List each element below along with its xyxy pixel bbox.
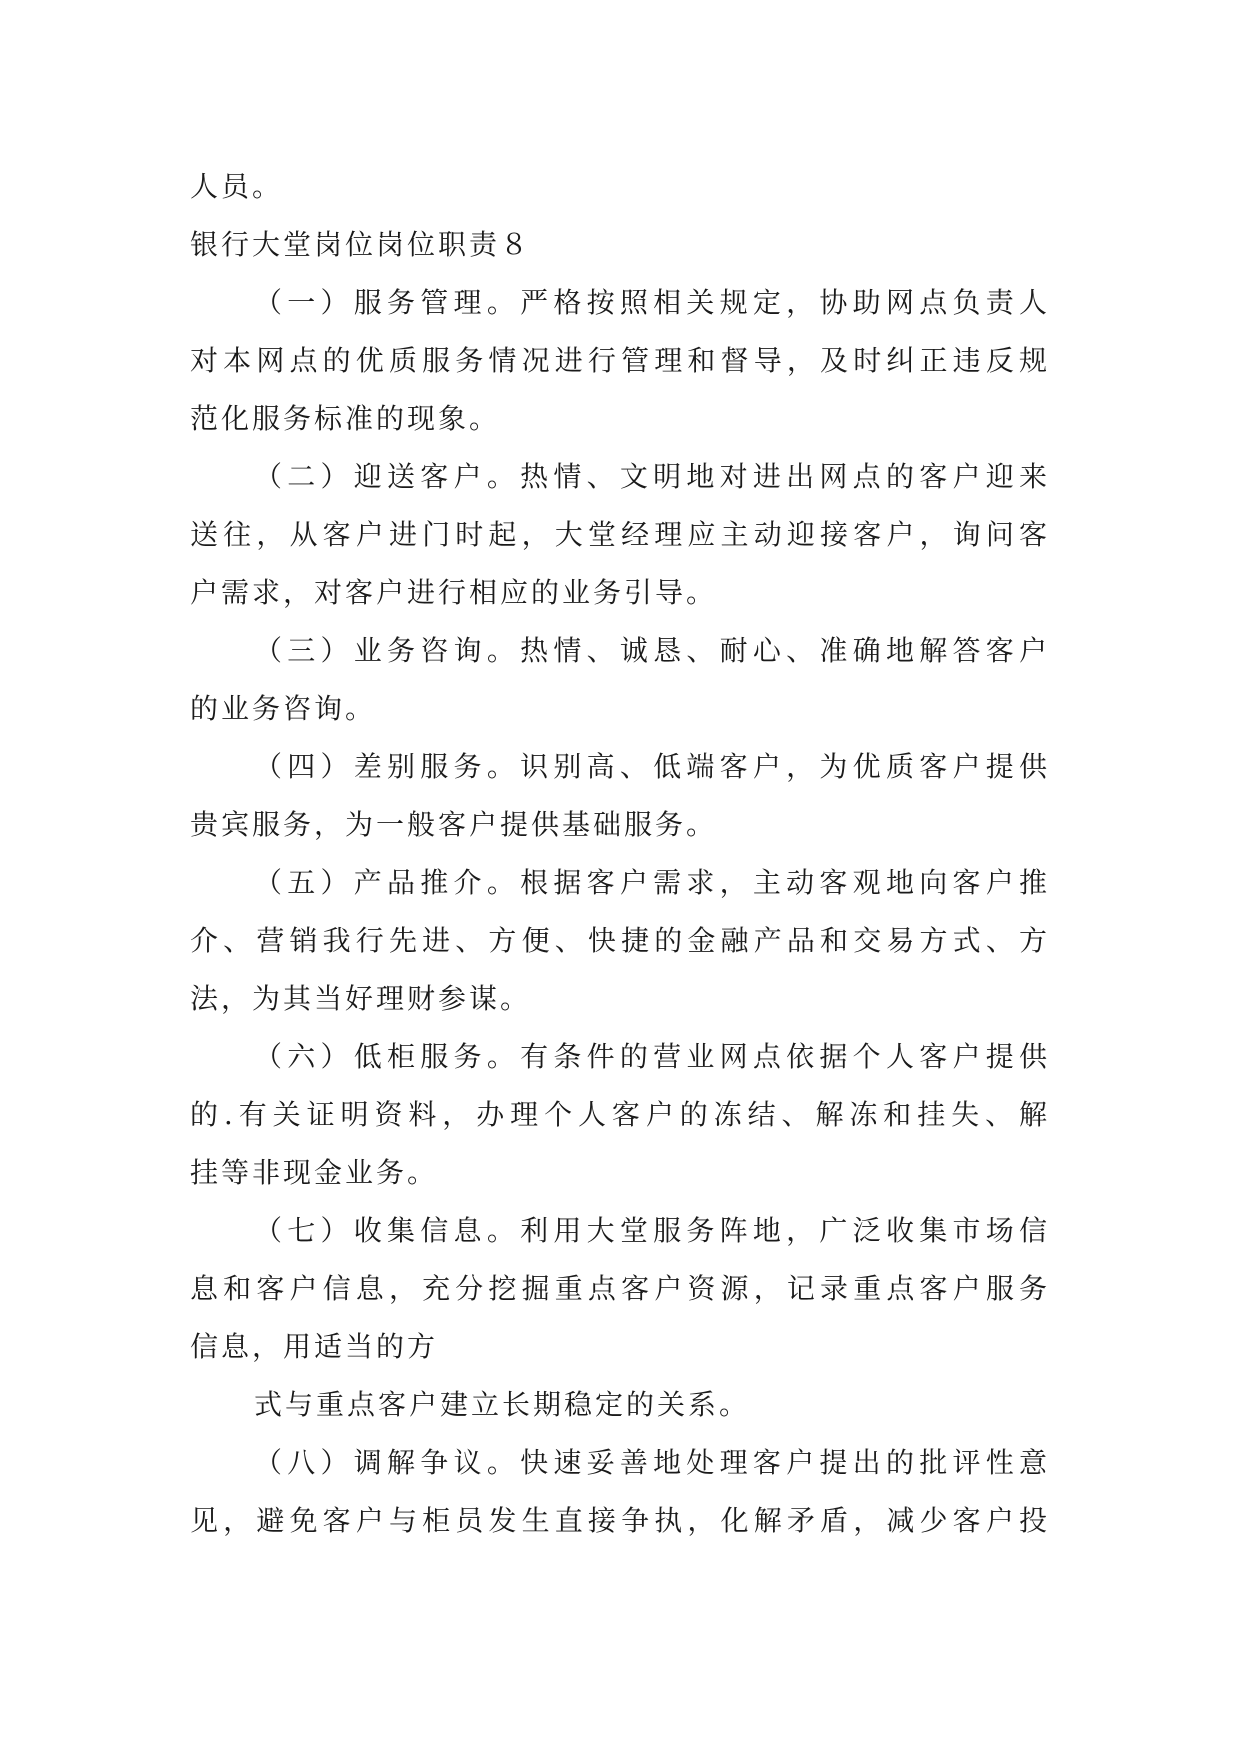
paragraph-1-line-2: 对本网点的优质服务情况进行管理和督导，及时纠正违反规 <box>190 344 1050 377</box>
paragraph-4-line-2: 贵宾服务，为一般客户提供基础服务。 <box>190 808 718 841</box>
paragraph-7-line-4: 式与重点客户建立长期稳定的关系。 <box>254 1388 751 1421</box>
paragraph-7-line-1: （七）收集信息。利用大堂服务阵地，广泛收集市场信 <box>254 1214 1050 1247</box>
paragraph-2-line-3: 户需求，对客户进行相应的业务引导。 <box>190 576 718 609</box>
paragraph-7-line-3: 信息，用适当的方 <box>190 1330 439 1363</box>
paragraph-4-line-1: （四）差别服务。识别高、低端客户，为优质客户提供 <box>254 750 1050 783</box>
paragraph-1-line-1: （一）服务管理。严格按照相关规定，协助网点负责人 <box>254 286 1050 319</box>
paragraph-1-line-3: 范化服务标准的现象。 <box>190 402 501 435</box>
paragraph-5-line-1: （五）产品推介。根据客户需求，主动客观地向客户推 <box>254 866 1050 899</box>
paragraph-5-line-2: 介、营销我行先进、方便、快捷的金融产品和交易方式、方 <box>190 924 1050 957</box>
paragraph-3-line-1: （三）业务咨询。热情、诚恳、耐心、准确地解答客户 <box>254 634 1050 667</box>
paragraph-6-line-1: （六）低柜服务。有条件的营业网点依据个人客户提供 <box>254 1040 1050 1073</box>
document-body <box>190 158 1050 1550</box>
paragraph-2-line-2: 送往，从客户进门时起，大堂经理应主动迎接客户，询问客 <box>190 518 1050 551</box>
paragraph-6-line-3: 挂等非现金业务。 <box>190 1156 439 1189</box>
paragraph-6-line-2: 的.有关证明资料，办理个人客户的冻结、解冻和挂失、解 <box>190 1098 1050 1131</box>
paragraph-5-line-3: 法，为其当好理财参谋。 <box>190 982 532 1015</box>
paragraph-7-line-2: 息和客户信息，充分挖掘重点客户资源，记录重点客户服务 <box>190 1272 1050 1305</box>
paragraph-8-line-1: （八）调解争议。快速妥善地处理客户提出的批评性意 <box>254 1446 1050 1479</box>
paragraph-3-line-2: 的业务咨询。 <box>190 692 377 725</box>
paragraph-8-line-2: 见，避免客户与柜员发生直接争执，化解矛盾，减少客户投 <box>190 1504 1050 1537</box>
text-line: 人员。 <box>190 170 284 203</box>
section-heading: 银行大堂岗位岗位职责８ <box>190 228 532 261</box>
paragraph-2-line-1: （二）迎送客户。热情、文明地对进出网点的客户迎来 <box>254 460 1050 493</box>
